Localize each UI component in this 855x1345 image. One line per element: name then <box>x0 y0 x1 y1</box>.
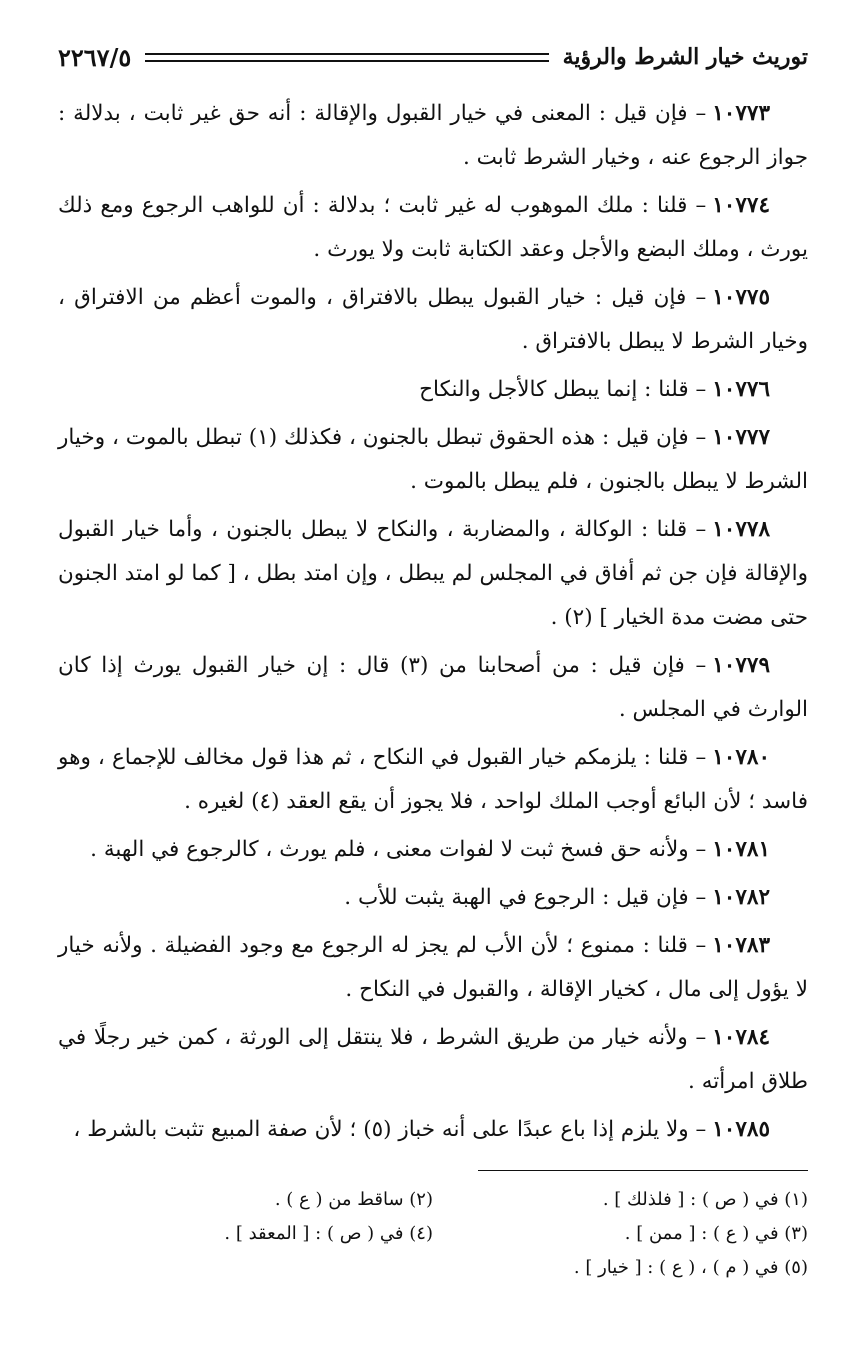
paragraph-number: ١٠٧٧٥ <box>712 285 770 310</box>
paragraph-number: ١٠٧٧٤ <box>712 193 770 218</box>
paragraph-text: – فإن قيل : الرجوع في الهبة يثبت للأب . <box>344 885 707 910</box>
footnote <box>58 1251 433 1285</box>
paragraph-text: – قلنا : ممنوع ؛ لأن الأب لم يجز له الرجوع مع وجود الفضيلة . ولأنه خيار لا يؤول إلى مال ، كخيار الإقالة ، والقبول في النكاح . <box>58 933 808 1002</box>
paragraph <box>58 924 808 1012</box>
page-number: ٢٢٦٧/٥ <box>58 42 132 72</box>
paragraph <box>58 828 808 872</box>
paragraph-number: ١٠٧٨٠ <box>712 745 770 770</box>
paragraph <box>58 184 808 272</box>
paragraph-text: – فإن قيل : من أصحابنا من (٣) قال : إن خيار القبول يورث إذا كان الوارث في المجلس . <box>58 653 808 722</box>
paragraph-number: ١٠٧٨٣ <box>712 933 770 958</box>
paragraph-text: – قلنا : يلزمكم خيار القبول في النكاح ، ثم هذا قول مخالف للإجماع ، وهو فاسد ؛ لأن البائع أوجب الملك لواحد ، فلا يجوز أن يقع العقد (٤) لغيره . <box>58 745 808 814</box>
paragraph-text: – قلنا : إنما يبطل كالأجل والنكاح <box>419 377 707 402</box>
paragraph-text: – فإن قيل : خيار القبول يبطل بالافتراق ، والموت أعظم من الافتراق ، وخيار الشرط لا يبطل بالافتراق . <box>58 285 808 354</box>
paragraph-text: – فإن قيل : المعنى في خيار القبول والإقالة : أنه حق غير ثابت ، بدلالة : جواز الرجوع عنه ، وخيار الشرط ثابت . <box>58 101 808 170</box>
page-header <box>58 28 808 86</box>
paragraph <box>58 1016 808 1104</box>
paragraph-text: – قلنا : ملك الموهوب له غير ثابت ؛ بدلالة : أن للواهب الرجوع ومع ذلك يورث ، وملك البضع والأجل وعقد الكتابة ثابت ولا يورث . <box>58 193 808 262</box>
paragraph-number: ١٠٧٧٩ <box>712 653 770 678</box>
footnote-divider <box>478 1170 808 1171</box>
paragraph-text: – فإن قيل : هذه الحقوق تبطل بالجنون ، فكذلك (١) تبطل بالموت ، وخيار الشرط لا يبطل بالجنون ، فلم يبطل بالموت . <box>58 425 808 494</box>
footnotes <box>58 1183 808 1285</box>
paragraph <box>58 876 808 920</box>
paragraph <box>58 644 808 732</box>
paragraph <box>58 416 808 504</box>
paragraph-number: ١٠٧٧٣ <box>712 101 770 126</box>
paragraph-number: ١٠٧٧٦ <box>712 377 770 402</box>
footnote: (٤) في ( ص ) : [ المعقد ] . <box>224 1223 433 1244</box>
paragraph <box>58 276 808 364</box>
paragraph-number: ١٠٧٨٢ <box>712 885 770 910</box>
paragraph-text: – ولأنه خيار من طريق الشرط ، فلا ينتقل إلى الورثة ، كمن خير رجلًا في طلاق امرأته . <box>58 1025 808 1094</box>
paragraph <box>58 736 808 824</box>
footnote-row <box>58 1183 808 1217</box>
paragraph <box>58 368 808 412</box>
paragraph-text: – قلنا : الوكالة ، والمضاربة ، والنكاح لا يبطل بالجنون ، وأما خيار القبول والإقالة فإن جن ثم أفاق في المجلس لم يبطل ، وإن امتد بطل ، [ كما لو امتد الجنون حتى مضت مدة الخيار ] (٢) . <box>58 517 808 630</box>
footnote-row <box>58 1251 808 1285</box>
paragraph <box>58 92 808 180</box>
paragraph-number: ١٠٧٧٧ <box>712 425 770 450</box>
footnote-row <box>58 1217 808 1251</box>
paragraph <box>58 508 808 640</box>
footnote: (٢) ساقط من ( ع ) . <box>274 1189 433 1210</box>
paragraph-number: ١٠٧٨٤ <box>712 1025 770 1050</box>
paragraph-text: – ولأنه حق فسخ ثبت لا لفوات معنى ، فلم يورث ، كالرجوع في الهبة . <box>90 837 707 862</box>
footnote: (٣) في ( ع ) : [ ممن ] . <box>624 1223 808 1244</box>
paragraph-number: ١٠٧٨٥ <box>712 1117 770 1142</box>
book-page <box>58 28 808 1285</box>
paragraph-number: ١٠٧٧٨ <box>712 517 770 542</box>
running-title: توريث خيار الشرط والرؤية <box>562 44 808 70</box>
paragraph-text: – ولا يلزم إذا باع عبدًا على أنه خباز (٥) ؛ لأن صفة المبيع تثبت بالشرط ، <box>73 1117 707 1142</box>
footnote: (١) في ( ص ) : [ فلذلك ] . <box>602 1189 808 1210</box>
body-text <box>58 92 808 1152</box>
footnote: (٥) في ( م ) ، ( ع ) : [ خيار ] . <box>573 1257 808 1278</box>
paragraph <box>58 1108 808 1152</box>
header-double-rule <box>145 53 548 62</box>
paragraph-number: ١٠٧٨١ <box>712 837 770 862</box>
